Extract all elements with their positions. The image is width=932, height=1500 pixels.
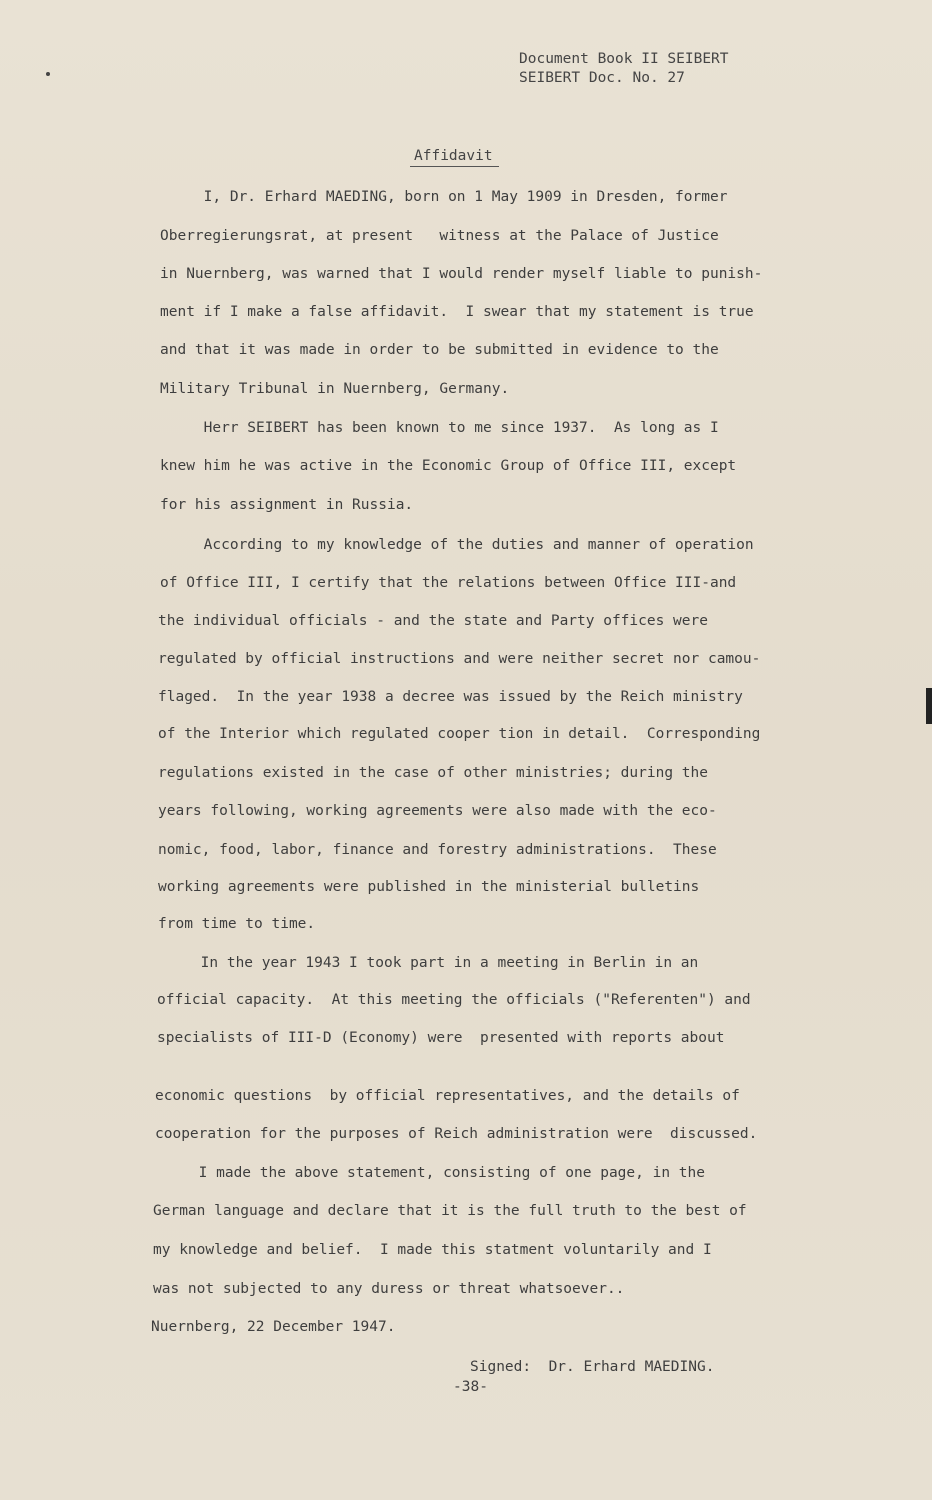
body-line: ment if I make a false affidavit. I swear that my statement is true [160, 304, 754, 320]
body-line: In the year 1943 I took part in a meeting in Berlin in an [157, 955, 699, 971]
body-line: from time to time. [158, 916, 316, 932]
body-line: Military Tribunal in Nuernberg, Germany. [160, 381, 510, 397]
body-line: of Office III, I certify that the relations between Office III-and [160, 575, 737, 591]
body-line: in Nuernberg, was warned that I would render myself liable to punish- [160, 266, 763, 282]
document-header [519, 50, 729, 88]
body-line: official capacity. At this meeting the officials ("Referenten") and [157, 992, 751, 1008]
document-book-label: Document Book II SEIBERT [519, 51, 729, 67]
body-line: Nuernberg, 22 December 1947. [151, 1319, 396, 1335]
signature-line: Signed: Dr. Erhard MAEDING. [470, 1359, 715, 1375]
body-line: working agreements were published in the ministerial bulletins [158, 879, 700, 895]
body-line: I, Dr. Erhard MAEDING, born on 1 May 1909 in Dresden, former [160, 189, 728, 205]
body-line: Oberregierungsrat, at present witness at the Palace of Justice [160, 228, 719, 244]
body-line: According to my knowledge of the duties and manner of operation [160, 537, 754, 553]
page-edge-mark [926, 688, 932, 724]
body-line: German language and declare that it is the full truth to the best of [153, 1203, 747, 1219]
page-number: -38- [453, 1379, 488, 1395]
body-line: and that it was made in order to be submitted in evidence to the [160, 342, 719, 358]
body-line: the individual officials - and the state and Party offices were [158, 613, 708, 629]
body-line: regulated by official instructions and were neither secret nor camou- [158, 651, 761, 667]
body-line: my knowledge and belief. I made this statment voluntarily and I [153, 1242, 712, 1258]
body-line: knew him he was active in the Economic Group of Office III, except [160, 458, 737, 474]
document-number-label: SEIBERT Doc. No. 27 [519, 70, 685, 86]
body-line: cooperation for the purposes of Reich administration were discussed. [155, 1126, 758, 1142]
body-line: flaged. In the year 1938 a decree was issued by the Reich ministry [158, 689, 743, 705]
body-line: Herr SEIBERT has been known to me since 1937. As long as I [160, 420, 719, 436]
body-line: regulations existed in the case of other ministries; during the [158, 765, 708, 781]
body-line: for his assignment in Russia. [160, 497, 414, 513]
body-line: specialists of III-D (Economy) were presented with reports about [157, 1030, 725, 1046]
margin-speck [46, 72, 50, 76]
body-line: nomic, food, labor, finance and forestry administrations. These [158, 842, 717, 858]
body-line: economic questions by official representatives, and the details of [155, 1088, 740, 1104]
body-line: years following, working agreements were also made with the eco- [158, 803, 717, 819]
body-line: of the Interior which regulated cooper tion in detail. Corresponding [158, 726, 761, 742]
document-title: Affidavit [410, 148, 499, 167]
body-line: I made the above statement, consisting of one page, in the [155, 1165, 705, 1181]
body-line: was not subjected to any duress or threat whatsoever.. [153, 1281, 625, 1297]
